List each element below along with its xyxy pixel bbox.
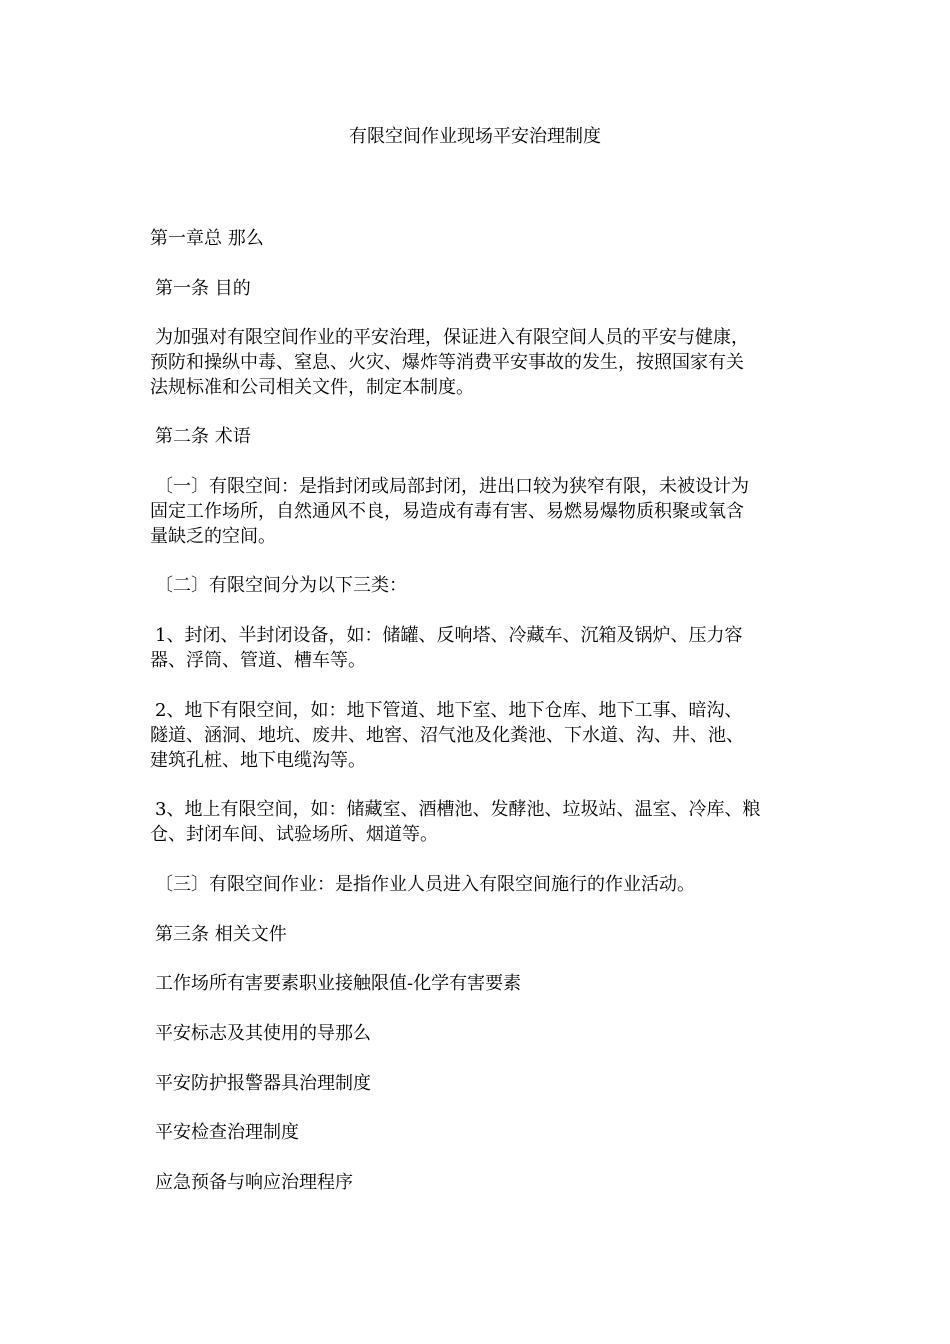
related-doc-text: 平安标志及其使用的导那么 (155, 1023, 371, 1044)
term-2-paragraph (150, 573, 805, 598)
article-2-heading-text: 第二条 术语 (155, 426, 251, 447)
chapter-heading (150, 226, 800, 251)
paragraph-line: 器、浮筒、管道、槽车等。 (150, 650, 366, 671)
class-2-paragraph (150, 698, 805, 773)
paragraph-line: 〔三〕有限空间作业：是指作业人员进入有限空间施行的作业活动。 (155, 874, 695, 895)
related-doc-text: 应急预备与响应治理程序 (155, 1172, 353, 1193)
term-3-paragraph (150, 872, 805, 897)
paragraph-line: 〔二〕有限空间分为以下三类： (155, 575, 407, 596)
paragraph-line: 〔一〕有限空间：是指封闭或局部封闭，进出口较为狭窄有限，未被设计为 (155, 476, 749, 497)
article-3-heading (150, 922, 805, 947)
class-1-paragraph (150, 623, 805, 673)
paragraph-line: 为加强对有限空间作业的平安治理，保证进入有限空间人员的平安与健康， (155, 327, 749, 348)
term-1-paragraph (150, 474, 805, 549)
related-doc-item (150, 1170, 805, 1195)
related-doc-item (150, 1021, 805, 1046)
article-3-heading-text: 第三条 相关文件 (155, 924, 287, 945)
paragraph-line: 预防和操纵中毒、窒息、火灾、爆炸等消费平安事故的发生，按照国家有关 (150, 352, 744, 373)
paragraph-line: 建筑孔桩、地下电缆沟等。 (150, 750, 366, 771)
paragraph-line: 2、地下有限空间，如：地下管道、地下室、地下仓库、地下工事、暗沟、 (155, 700, 743, 721)
paragraph-line: 3、地上有限空间，如：储藏室、酒槽池、发酵池、垃圾站、温室、冷库、粮 (155, 799, 761, 820)
class-3-paragraph (150, 797, 805, 847)
related-doc-text: 工作场所有害要素职业接触限值-化学有害要素 (155, 973, 522, 994)
article-1-paragraph (150, 325, 805, 400)
chapter-heading-text: 第一章总 那么 (150, 228, 264, 249)
paragraph-line: 法规标准和公司相关文件，制定本制度。 (150, 377, 474, 398)
related-doc-text: 平安检查治理制度 (155, 1122, 299, 1143)
paragraph-line: 隧道、涵洞、地坑、废井、地窖、沼气池及化粪池、下水道、沟、井、池、 (150, 725, 744, 746)
document-title: 有限空间作业现场平安治理制度 (349, 126, 601, 147)
paragraph-line: 1、封闭、半封闭设备，如：储罐、反响塔、冷藏车、沉箱及锅炉、压力容 (155, 625, 743, 646)
related-doc-text: 平安防护报警器具治理制度 (155, 1073, 371, 1094)
related-doc-item (150, 1071, 805, 1096)
article-2-heading (150, 424, 805, 449)
paragraph-line: 量缺乏的空间。 (150, 526, 276, 547)
related-doc-item (150, 1120, 805, 1145)
paragraph-line: 固定工作场所，自然通风不良，易造成有毒有害、易燃易爆物质积聚或氧含 (150, 501, 744, 522)
article-1-heading-text: 第一条 目的 (155, 278, 251, 299)
article-1-heading (150, 276, 805, 301)
paragraph-line: 仓、封闭车间、试验场所、烟道等。 (150, 824, 438, 845)
related-doc-item (150, 971, 805, 996)
